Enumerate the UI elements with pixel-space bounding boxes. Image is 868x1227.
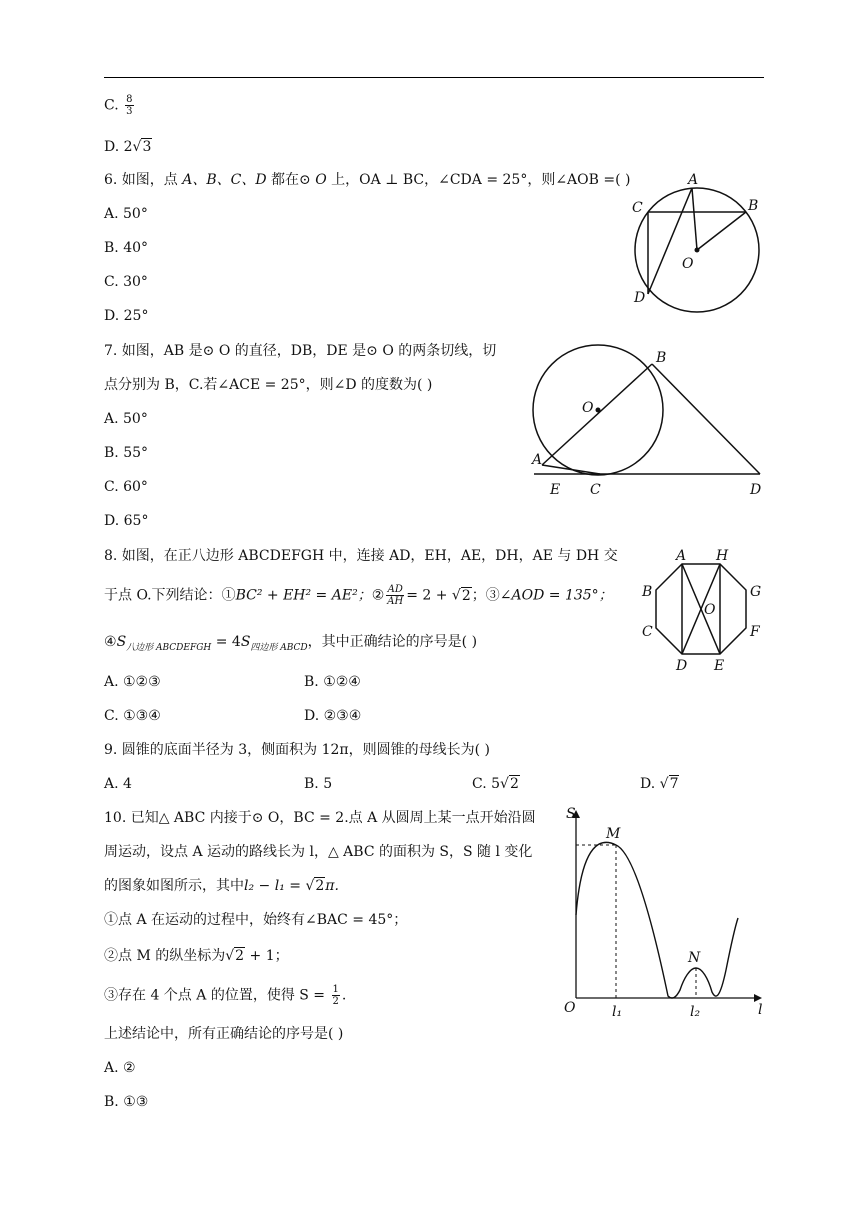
q9-option-a[interactable]: A. 4 — [104, 776, 132, 792]
q7-label-o: O — [582, 400, 594, 416]
q10-label-n: N — [688, 950, 701, 966]
q10-label-o: O — [564, 1000, 576, 1016]
q10-option-a[interactable]: A. ② — [104, 1060, 136, 1076]
q10-statement-1: ①点 A 在运动的过程中，始终有∠BAC = 45°； — [104, 912, 408, 928]
q6-option-c[interactable]: C. 30° — [104, 274, 148, 290]
q7-option-c[interactable]: C. 60° — [104, 479, 148, 495]
q8-label-b: B — [642, 584, 653, 600]
q7-stem-line1: 7. 如图，AB 是⊙ O 的直径，DB，DE 是⊙ O 的两条切线，切 — [104, 343, 497, 359]
q6-option-a[interactable]: A. 50° — [104, 206, 148, 222]
q8-figure — [638, 546, 768, 678]
q8-label-h: H — [716, 548, 729, 564]
q8-label-o: O — [704, 602, 716, 618]
q10-graph — [560, 800, 770, 1022]
fraction: $\frac{AD}{AH}$ — [387, 584, 404, 607]
q10-stem-line3: 的图象如图所示，其中l₂ − l₁ = √2π. — [104, 878, 339, 894]
q9-option-c[interactable]: C. 5√2 — [472, 776, 519, 792]
q7-label-c: C — [590, 482, 601, 498]
q8-option-c[interactable]: C. ①③④ — [104, 708, 161, 724]
q8-option-d[interactable]: D. ②③④ — [304, 708, 362, 724]
q10-tick-l1: l₁ — [612, 1004, 623, 1020]
q7-option-d[interactable]: D. 65° — [104, 513, 149, 529]
q7-option-b[interactable]: B. 55° — [104, 445, 149, 461]
q9-option-b[interactable]: B. 5 — [304, 776, 333, 792]
q6-label-a: A — [688, 172, 699, 188]
q10-axis-s: S — [566, 806, 576, 822]
q6-label-d: D — [634, 290, 646, 306]
q10-label-m: M — [606, 826, 621, 842]
q7-label-b: B — [656, 350, 667, 366]
q6-figure — [620, 168, 770, 308]
q8-stem-line3: $④S_{八边形 ABCDEFGH} = 4S_{四边形 ABCD}$，其中正确结论的序号是( ) — [104, 634, 478, 653]
q8-label-e: E — [714, 658, 725, 674]
q6-label-b: B — [748, 198, 759, 214]
q7-option-a[interactable]: A. 50° — [104, 411, 148, 427]
q5-option-d[interactable]: D. 2√3 — [104, 139, 152, 155]
q7-label-d: D — [750, 482, 762, 498]
q8-label-d: D — [676, 658, 688, 674]
q8-label-f: F — [750, 624, 760, 640]
q8-option-b[interactable]: B. ①②④ — [304, 674, 361, 690]
q6-label-c: C — [632, 200, 643, 216]
q8-label-a: A — [676, 548, 687, 564]
q10-statement-3: ③存在 4 个点 A 的位置，使得 S = $\frac{1}{2}$ . — [104, 984, 347, 1007]
q10-tick-l2: l₂ — [690, 1004, 701, 1020]
q6-option-d[interactable]: D. 25° — [104, 308, 149, 324]
q7-label-e: E — [550, 482, 561, 498]
q8-label-g: G — [750, 584, 762, 600]
q7-label-a: A — [532, 452, 543, 468]
q7-figure — [524, 340, 768, 500]
q8-stem-line2: 于点 O.下列结论：①BC² + EH² = AE²；② $\frac{AD}{AH}$ = 2 + √2；③∠AOD = 135°； — [104, 584, 613, 607]
q10-statement-2: ②点 M 的纵坐标为√2 + 1； — [104, 948, 289, 964]
q9-stem: 9. 圆锥的底面半径为 3，侧面积为 12π，则圆锥的母线长为( ) — [104, 742, 491, 758]
q10-option-b[interactable]: B. ①③ — [104, 1094, 149, 1110]
q7-stem-line2: 点分别为 B，C.若∠ACE = 25°，则∠D 的度数为( ) — [104, 377, 433, 393]
q8-stem-line1: 8. 如图，在正八边形 ABCDEFGH 中，连接 AD，EH，AE，DH，AE 与 DH 交 — [104, 548, 618, 564]
q5-option-c[interactable]: C. $\frac{8}{3}$ — [104, 94, 133, 117]
q6-stem: 6. 如图，点 A、B、C、D 都在⊙ O 上，OA ⊥ BC，∠CDA = 25°，则∠AOB =( ) — [104, 172, 631, 188]
q8-option-a[interactable]: A. ①②③ — [104, 674, 161, 690]
q8-label-c: C — [642, 624, 653, 640]
q9-option-d[interactable]: D. √7 — [640, 776, 679, 792]
q6-option-b[interactable]: B. 40° — [104, 240, 149, 256]
fraction: $\frac{8}{3}$ — [126, 94, 133, 117]
header-rule — [104, 77, 764, 78]
q10-axis-l: l — [758, 1002, 763, 1018]
q10-stem-line2: 周运动，设点 A 运动的路线长为 l，△ ABC 的面积为 S，S 随 l 变化 — [104, 844, 533, 860]
q10-stem-line1: 10. 已知△ ABC 内接于⊙ O，BC = 2.点 A 从圆周上某一点开始沿圆 — [104, 810, 536, 826]
q10-question: 上述结论中，所有正确结论的序号是( ) — [104, 1026, 344, 1042]
fraction: $\frac{1}{2}$ — [332, 984, 339, 1007]
q6-label-o: O — [682, 256, 694, 272]
